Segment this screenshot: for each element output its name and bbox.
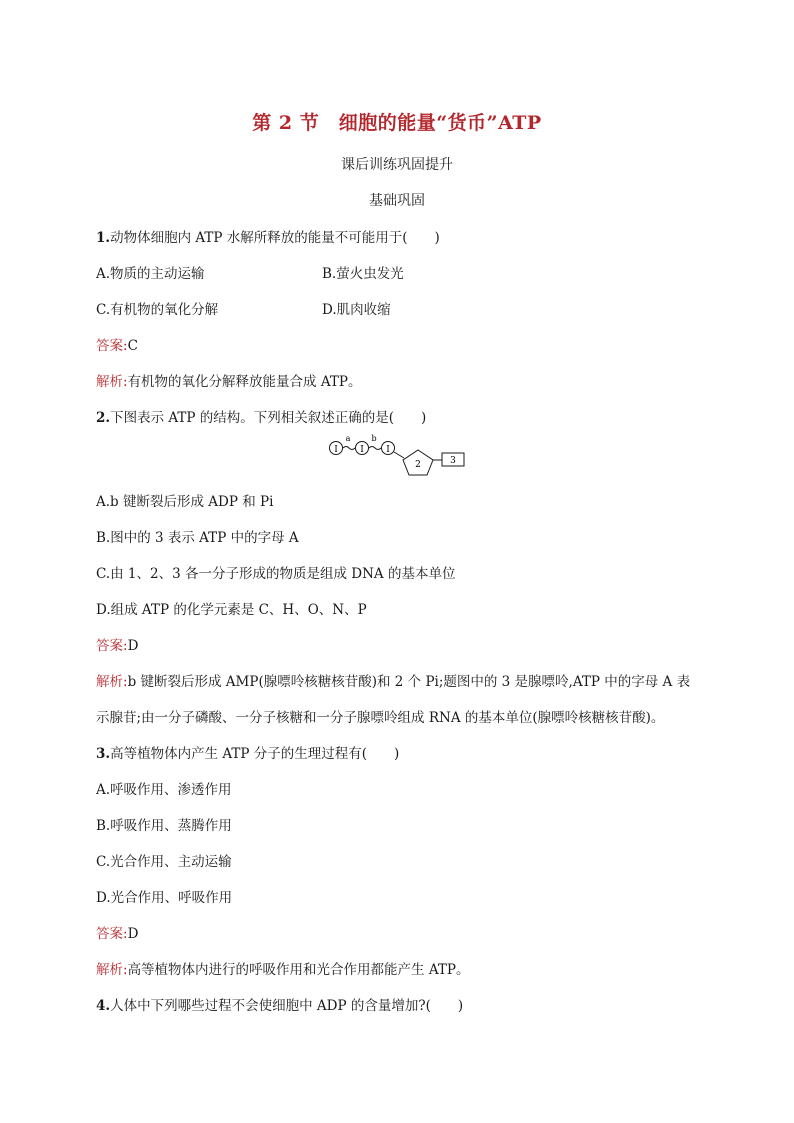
analysis-label: 解析: (96, 674, 128, 690)
q3-answer (96, 922, 138, 942)
answer-value: D (127, 638, 139, 654)
subtitle: 课后训练巩固提升 (341, 157, 453, 173)
q2-analysis-line-2: 示腺苷;由一分子磷酸、一分子核糖和一分子腺嘌呤组成 RNA 的基本单位(腺嘌呤核糖核苷酸)。 (96, 710, 665, 726)
q3-option-b: B.呼吸作用、蒸腾作用 (96, 818, 232, 834)
base-label: 3 (450, 456, 456, 466)
question-number: 1. (96, 230, 111, 246)
analysis-label: 解析: (96, 374, 128, 390)
q2-analysis-line-1 (96, 670, 690, 690)
question-number: 2. (96, 410, 111, 426)
answer-value: C (127, 338, 138, 354)
q3-analysis (96, 958, 469, 978)
question-1 (96, 226, 440, 246)
q1-answer (96, 334, 138, 354)
q1-option-b: B.萤火虫发光 (322, 266, 404, 282)
analysis-text: b 键断裂后形成 AMP(腺嘌呤核糖核苷酸)和 2 个 Pi;题图中的 3 是腺嘌呤,ATP 中的字母 A 表 (127, 674, 691, 690)
answer-value: D (127, 926, 139, 942)
q2-answer (96, 634, 138, 654)
q2-option-c: C.由 1、2、3 各一分子形成的物质是组成 DNA 的基本单位 (96, 566, 456, 582)
answer-label: 答案: (96, 338, 128, 354)
q1-analysis (96, 370, 361, 390)
question-3 (96, 742, 399, 762)
bond-b-label: b (371, 434, 377, 443)
link-line (394, 452, 404, 458)
q1-option-a: A.物质的主动运输 (96, 266, 205, 282)
bond-a (343, 447, 355, 450)
question-stem: 高等植物体内产生 ATP 分子的生理过程有( ) (110, 746, 400, 762)
phosphate-2-label: Ⅰ (360, 445, 364, 455)
ribose-label: 2 (415, 460, 421, 470)
q2-option-a: A.b 键断裂后形成 ADP 和 Pi (96, 494, 274, 510)
question-stem: 人体中下列哪些过程不会使细胞中 ADP 的含量增加?( ) (110, 998, 464, 1014)
question-stem: 下图表示 ATP 的结构。下列相关叙述正确的是( ) (110, 410, 427, 426)
analysis-text: 高等植物体内进行的呼吸作用和光合作用都能产生 ATP。 (127, 962, 470, 978)
q3-option-d: D.光合作用、呼吸作用 (96, 890, 233, 906)
question-number: 4. (96, 998, 111, 1014)
answer-label: 答案: (96, 926, 128, 942)
bond-b (369, 447, 381, 450)
section-heading: 基础巩固 (369, 193, 425, 209)
atp-structure-diagram (324, 434, 470, 480)
phosphate-1-label: Ⅰ (334, 445, 338, 455)
q2-option-b: B.图中的 3 表示 ATP 中的字母 A (96, 530, 299, 546)
answer-label: 答案: (96, 638, 128, 654)
phosphate-3-label: Ⅰ (386, 445, 390, 455)
question-number: 3. (96, 746, 111, 762)
analysis-label: 解析: (96, 962, 128, 978)
question-4 (96, 994, 463, 1014)
page-title: 第 2 节 细胞的能量“货币”ATP (252, 112, 542, 134)
bond-a-label: a (345, 434, 351, 443)
q1-option-d: D.肌肉收缩 (322, 302, 391, 318)
q3-option-a: A.呼吸作用、渗透作用 (96, 782, 232, 798)
q3-option-c: C.光合作用、主动运输 (96, 854, 232, 870)
question-stem: 动物体细胞内 ATP 水解所释放的能量不可能用于( ) (110, 230, 440, 246)
q1-option-c: C.有机物的氧化分解 (96, 302, 219, 318)
q2-option-d: D.组成 ATP 的化学元素是 C、H、O、N、P (96, 602, 367, 618)
question-2 (96, 406, 426, 426)
analysis-text: 有机物的氧化分解释放能量合成 ATP。 (127, 374, 362, 390)
